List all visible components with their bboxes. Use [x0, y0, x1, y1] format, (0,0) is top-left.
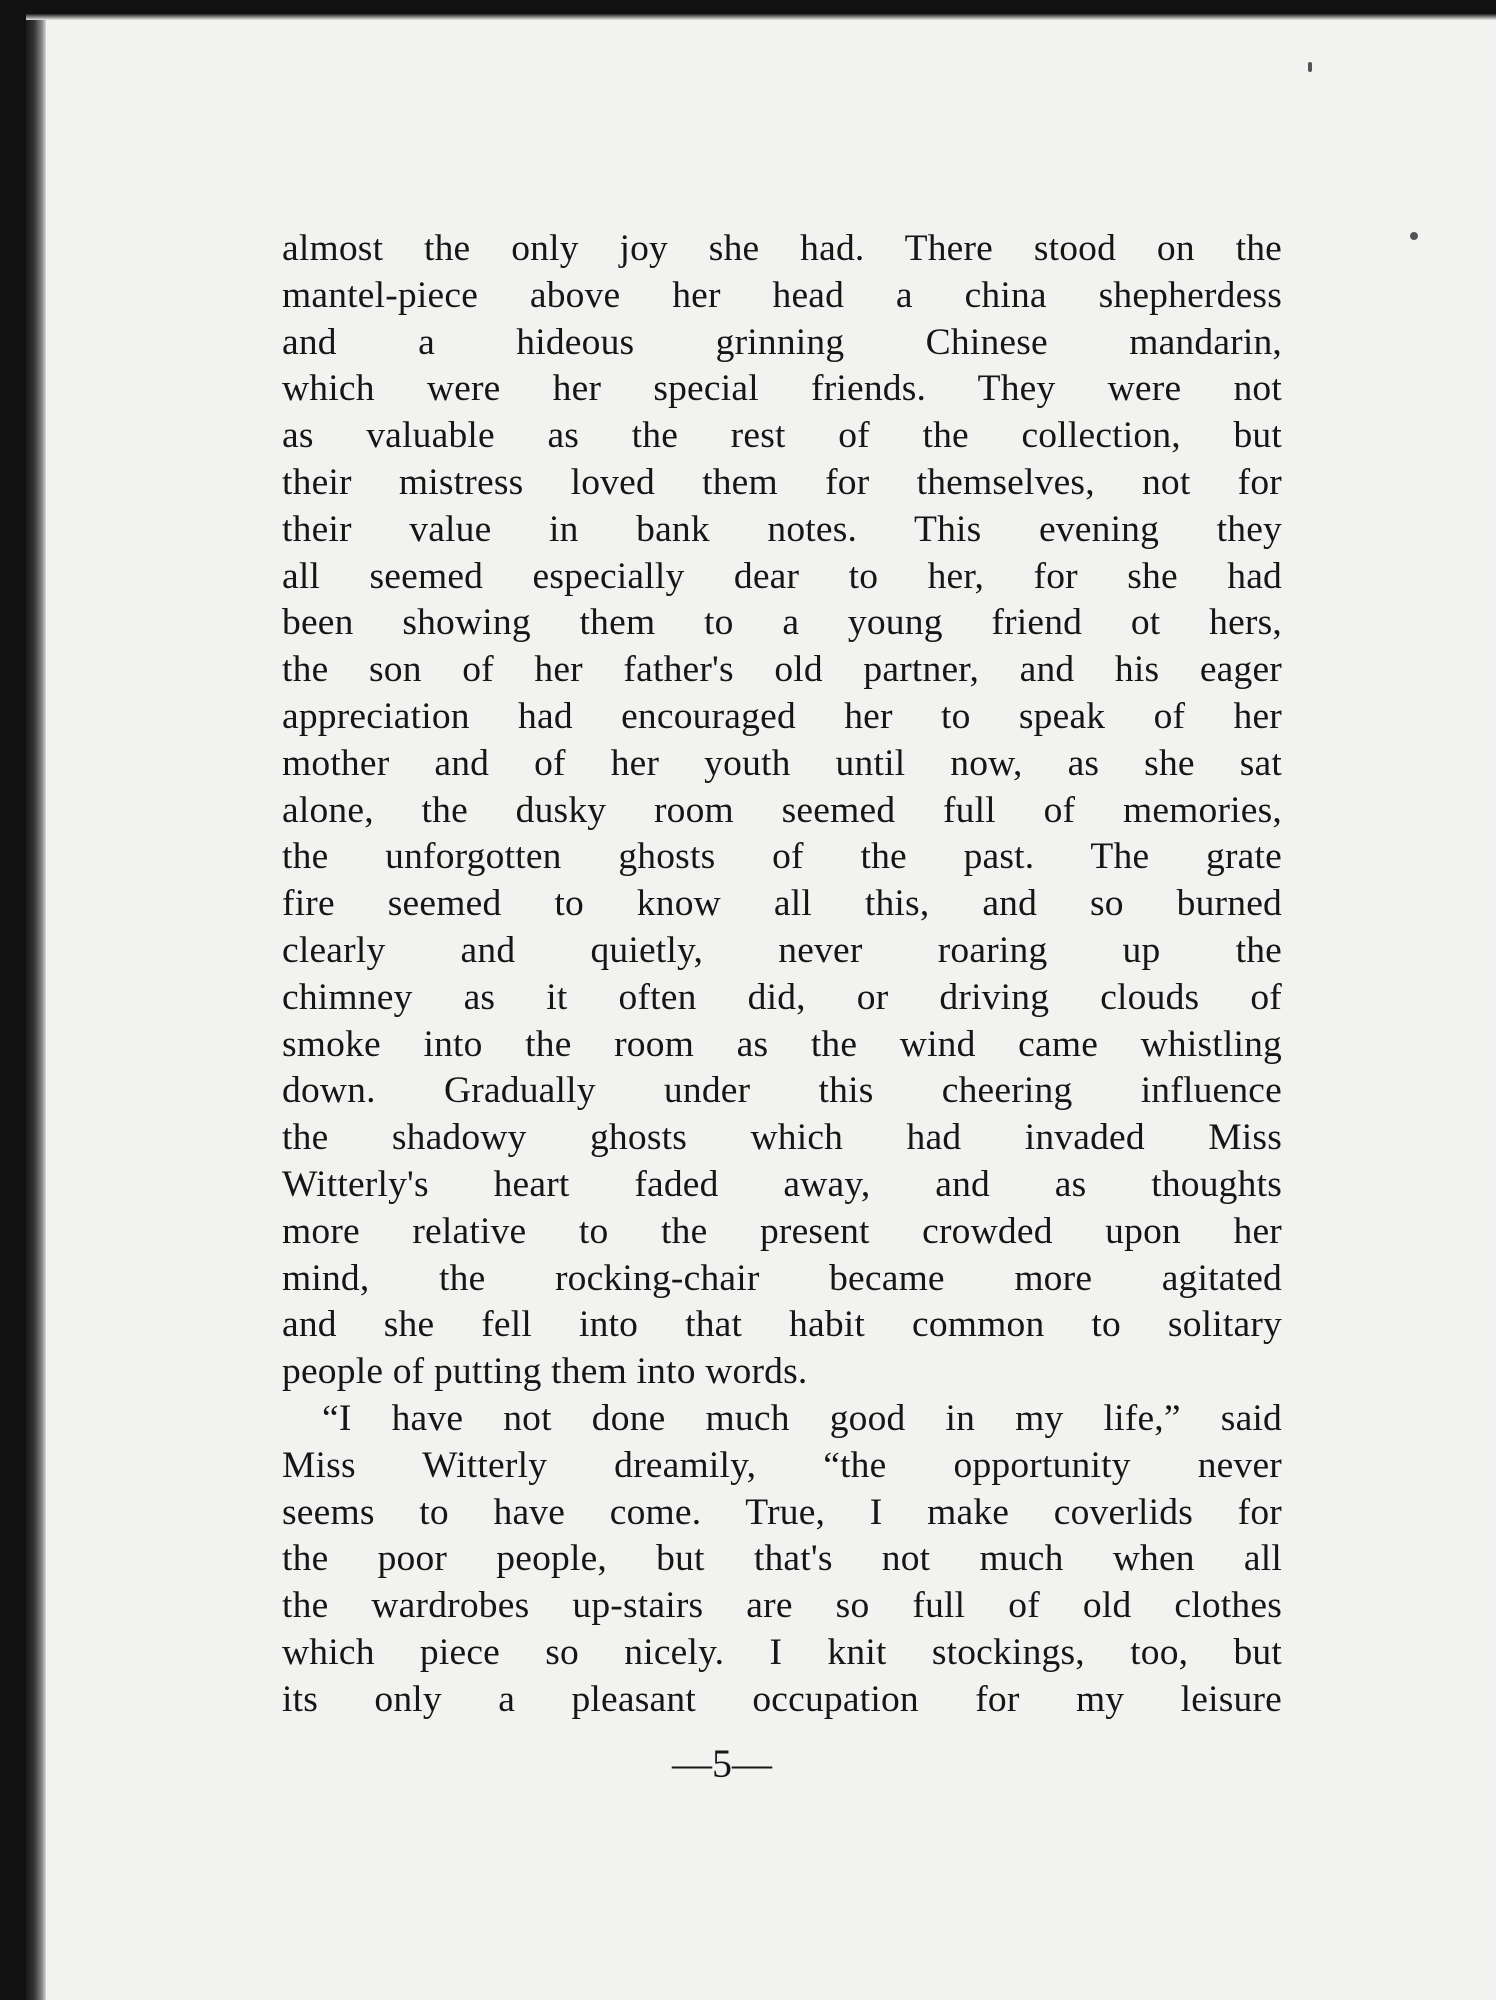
scan-speck	[1410, 232, 1418, 240]
book-page	[26, 14, 1496, 2000]
body-text	[282, 226, 1282, 1724]
text-line: which were her special friends. They were not	[282, 368, 1282, 410]
text-line: the poor people, but that's not much when all	[282, 1538, 1282, 1580]
text-line: appreciation had encouraged her to speak of her	[282, 695, 1282, 737]
text-line: mantel-piece above her head a china shepherdess	[282, 274, 1282, 316]
text-line: more relative to the present crowded upon her	[282, 1210, 1282, 1252]
page-binding-edge	[26, 14, 46, 2000]
text-line: mind, the rocking-chair became more agitated	[282, 1257, 1282, 1299]
text-line: Miss Witterly dreamily, “the opportunity never	[282, 1444, 1282, 1486]
page-top-edge	[26, 14, 1496, 20]
text-line: chimney as it often did, or driving clouds of	[282, 976, 1282, 1018]
text-line: clearly and quietly, never roaring up the	[282, 929, 1282, 971]
text-line: mother and of her youth until now, as she sat	[282, 742, 1282, 784]
text-line: their value in bank notes. This evening they	[282, 508, 1282, 550]
text-line: the unforgotten ghosts of the past. The grate	[282, 836, 1282, 878]
text-line: almost the only joy she had. There stood on the	[282, 228, 1282, 269]
text-line: smoke into the room as the wind came whistling	[282, 1023, 1282, 1065]
text-line: “I have not done much good in my life,” said	[322, 1397, 1282, 1439]
text-line: Witterly's heart faded away, and as thoughts	[282, 1163, 1282, 1205]
scan-speck	[1308, 62, 1312, 72]
text-line: the shadowy ghosts which had invaded Miss	[282, 1117, 1282, 1159]
text-line: the wardrobes up-stairs are so full of old clothes	[282, 1585, 1282, 1627]
text-line: fire seemed to know all this, and so burned	[282, 883, 1282, 925]
text-line: alone, the dusky room seemed full of memories,	[282, 789, 1282, 831]
text-line: the son of her father's old partner, and his eager	[282, 649, 1282, 691]
text-line: as valuable as the rest of the collection, but	[282, 415, 1282, 457]
page-number: —5—	[672, 1741, 772, 1786]
text-line: down. Gradually under this cheering influence	[282, 1070, 1282, 1112]
text-line: its only a pleasant occupation for my leisure	[282, 1678, 1282, 1720]
text-line: all seemed especially dear to her, for she had	[282, 555, 1282, 597]
text-line: which piece so nicely. I knit stockings, too, but	[282, 1631, 1282, 1673]
text-line: their mistress loved them for themselves, not for	[282, 461, 1282, 503]
text-line: and a hideous grinning Chinese mandarin,	[282, 321, 1282, 363]
text-line: and she fell into that habit common to solitary	[282, 1304, 1282, 1346]
text-line: been showing them to a young friend ot hers,	[282, 602, 1282, 644]
text-line: people of putting them into words.	[282, 1351, 808, 1393]
text-line: seems to have come. True, I make coverlids for	[282, 1491, 1282, 1533]
